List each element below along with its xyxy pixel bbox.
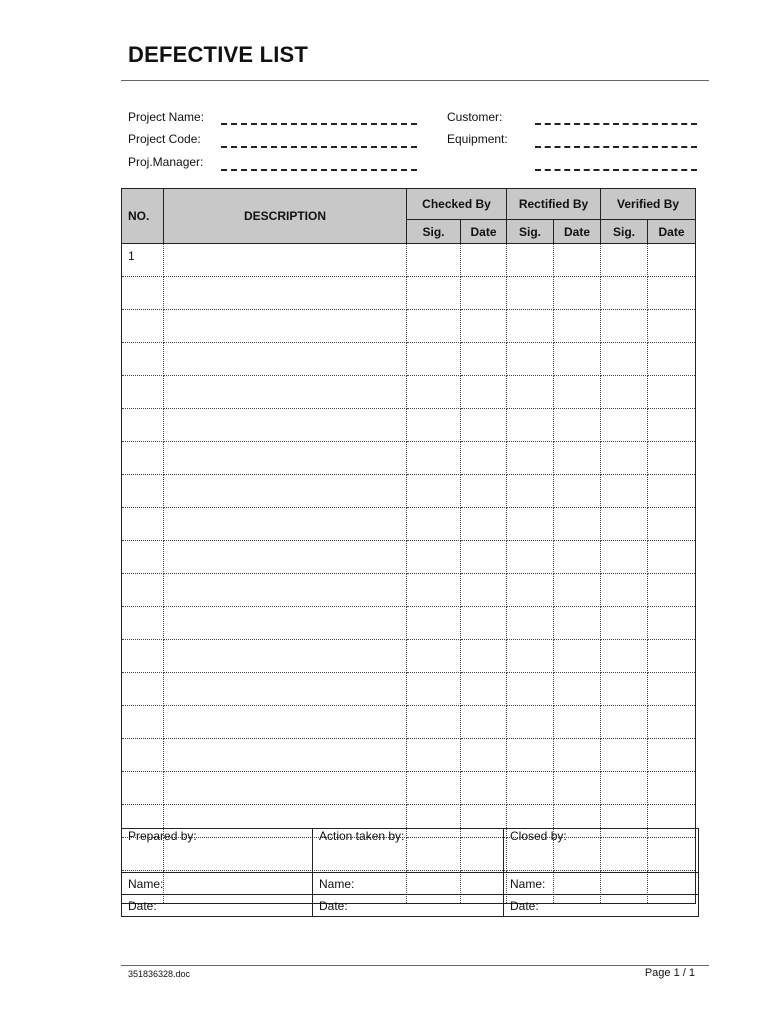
- verified-date-cell[interactable]: [648, 673, 696, 706]
- checked-date-cell[interactable]: [461, 310, 507, 343]
- project-code-label: Project Code:: [128, 132, 201, 146]
- verified-date-cell[interactable]: [648, 607, 696, 640]
- rectified-sig-cell[interactable]: [507, 277, 554, 310]
- verified-by-header: Verified By: [601, 189, 696, 220]
- no-cell[interactable]: [122, 739, 164, 772]
- closed-name-cell[interactable]: [504, 873, 699, 895]
- checked-date-cell[interactable]: [461, 376, 507, 409]
- checked-sig-header: Sig.: [407, 220, 461, 244]
- checked-date-cell[interactable]: [461, 442, 507, 475]
- verified-date-cell[interactable]: [648, 277, 696, 310]
- verified-date-cell[interactable]: [648, 541, 696, 574]
- rectified-date-cell[interactable]: [554, 508, 601, 541]
- description-cell[interactable]: [164, 739, 407, 772]
- action-name-cell[interactable]: [313, 873, 504, 895]
- checked-sig-cell[interactable]: [407, 244, 461, 277]
- name-label: Name:: [128, 876, 164, 891]
- no-cell[interactable]: [122, 541, 164, 574]
- description-cell[interactable]: [164, 475, 407, 508]
- footer-divider: [121, 965, 709, 966]
- checked-sig-cell[interactable]: [407, 409, 461, 442]
- rectified-sig-cell[interactable]: [507, 475, 554, 508]
- rectified-date-cell[interactable]: [554, 409, 601, 442]
- extra-info-field[interactable]: [535, 169, 697, 171]
- rectified-sig-cell[interactable]: [507, 706, 554, 739]
- verified-date-cell[interactable]: [648, 508, 696, 541]
- verified-sig-cell[interactable]: [601, 541, 648, 574]
- verified-sig-cell[interactable]: [601, 739, 648, 772]
- rectified-date-cell[interactable]: [554, 376, 601, 409]
- checked-date-cell[interactable]: [461, 343, 507, 376]
- project-name-label: Project Name:: [128, 110, 205, 124]
- verified-sig-cell[interactable]: [601, 673, 648, 706]
- description-cell[interactable]: [164, 442, 407, 475]
- checked-date-cell[interactable]: [461, 739, 507, 772]
- equipment-field[interactable]: [535, 146, 697, 148]
- description-cell[interactable]: [164, 508, 407, 541]
- verified-sig-cell[interactable]: [601, 508, 648, 541]
- description-cell[interactable]: [164, 772, 407, 805]
- date-label: Date:: [319, 898, 348, 913]
- rectified-sig-cell[interactable]: [507, 442, 554, 475]
- checked-date-cell[interactable]: [461, 706, 507, 739]
- verified-sig-cell[interactable]: [601, 409, 648, 442]
- checked-date-cell[interactable]: [461, 475, 507, 508]
- name-label: Name:: [510, 876, 546, 891]
- table-row: [122, 277, 696, 310]
- rectified-date-cell[interactable]: [554, 541, 601, 574]
- rectified-date-cell[interactable]: [554, 673, 601, 706]
- checked-sig-cell[interactable]: [407, 706, 461, 739]
- checked-sig-cell[interactable]: [407, 673, 461, 706]
- table-row: [122, 310, 696, 343]
- no-cell[interactable]: [122, 574, 164, 607]
- verified-sig-cell[interactable]: [601, 244, 648, 277]
- no-cell[interactable]: [122, 772, 164, 805]
- verified-date-cell[interactable]: [648, 310, 696, 343]
- rectified-sig-header: Sig.: [507, 220, 554, 244]
- verified-date-cell[interactable]: [648, 772, 696, 805]
- no-cell[interactable]: [122, 277, 164, 310]
- verified-sig-cell[interactable]: [601, 607, 648, 640]
- verified-date-cell[interactable]: [648, 343, 696, 376]
- description-cell[interactable]: [164, 376, 407, 409]
- verified-sig-cell[interactable]: [601, 376, 648, 409]
- rectified-date-cell[interactable]: [554, 640, 601, 673]
- rectified-sig-cell[interactable]: [507, 409, 554, 442]
- no-cell[interactable]: [122, 475, 164, 508]
- no-cell[interactable]: [122, 673, 164, 706]
- verified-date-cell[interactable]: [648, 640, 696, 673]
- verified-sig-cell[interactable]: [601, 475, 648, 508]
- table-row: [122, 772, 696, 805]
- project-code-field[interactable]: [221, 146, 417, 148]
- checked-by-header: Checked By: [407, 189, 507, 220]
- rectified-sig-cell[interactable]: [507, 244, 554, 277]
- name-label: Name:: [319, 876, 355, 891]
- checked-date-header: Date: [461, 220, 507, 244]
- closed-by-label: Closed by:: [510, 829, 567, 843]
- checked-date-cell[interactable]: [461, 508, 507, 541]
- no-cell[interactable]: [122, 409, 164, 442]
- description-cell[interactable]: [164, 343, 407, 376]
- rectified-date-cell[interactable]: [554, 607, 601, 640]
- project-name-field[interactable]: [221, 123, 417, 125]
- rectified-by-header: Rectified By: [507, 189, 601, 220]
- rectified-date-cell[interactable]: [554, 442, 601, 475]
- table-row: [122, 574, 696, 607]
- table-row: [122, 409, 696, 442]
- closed-by-cell[interactable]: [504, 829, 699, 873]
- checked-date-cell[interactable]: [461, 772, 507, 805]
- no-cell[interactable]: [122, 310, 164, 343]
- rectified-sig-cell[interactable]: [507, 640, 554, 673]
- no-cell[interactable]: [122, 706, 164, 739]
- rectified-date-cell[interactable]: [554, 739, 601, 772]
- checked-sig-cell[interactable]: [407, 475, 461, 508]
- rectified-sig-cell[interactable]: [507, 772, 554, 805]
- checked-sig-cell[interactable]: [407, 607, 461, 640]
- no-cell[interactable]: [122, 607, 164, 640]
- rectified-sig-cell[interactable]: [507, 739, 554, 772]
- prepared-date-cell[interactable]: [122, 895, 313, 917]
- closed-date-cell[interactable]: [504, 895, 699, 917]
- table-row: [122, 541, 696, 574]
- rectified-date-cell[interactable]: [554, 574, 601, 607]
- no-cell[interactable]: [122, 508, 164, 541]
- checked-sig-cell[interactable]: [407, 508, 461, 541]
- rectified-sig-cell[interactable]: [507, 673, 554, 706]
- proj-manager-field[interactable]: [221, 169, 417, 171]
- date-label: Date:: [128, 898, 157, 913]
- rectified-sig-cell[interactable]: [507, 508, 554, 541]
- prepared-by-label: Prepared by:: [128, 829, 197, 843]
- checked-date-cell[interactable]: [461, 607, 507, 640]
- rectified-date-cell[interactable]: [554, 772, 601, 805]
- rectified-sig-cell[interactable]: [507, 376, 554, 409]
- verified-date-cell[interactable]: [648, 442, 696, 475]
- verified-sig-cell[interactable]: [601, 640, 648, 673]
- customer-label: Customer:: [447, 110, 503, 124]
- title-divider: [121, 80, 709, 81]
- table-row: [122, 475, 696, 508]
- date-label: Date:: [510, 898, 539, 913]
- description-cell[interactable]: [164, 277, 407, 310]
- defect-table: [121, 188, 696, 904]
- verified-sig-cell[interactable]: [601, 442, 648, 475]
- table-row: [122, 376, 696, 409]
- rectified-date-cell[interactable]: [554, 475, 601, 508]
- description-cell[interactable]: [164, 706, 407, 739]
- action-taken-by-label: Action taken by:: [319, 829, 405, 843]
- checked-sig-cell[interactable]: [407, 442, 461, 475]
- verified-date-header: Date: [648, 220, 696, 244]
- description-cell[interactable]: [164, 244, 407, 277]
- rectified-date-cell[interactable]: [554, 277, 601, 310]
- table-row: [122, 244, 696, 277]
- verified-date-cell[interactable]: [648, 706, 696, 739]
- rectified-sig-cell[interactable]: [507, 310, 554, 343]
- checked-date-cell[interactable]: [461, 409, 507, 442]
- action-taken-by-cell[interactable]: [313, 829, 504, 873]
- doc-id: 351836328.doc: [128, 969, 191, 979]
- checked-date-cell[interactable]: [461, 244, 507, 277]
- verified-date-cell[interactable]: [648, 739, 696, 772]
- description-cell[interactable]: [164, 574, 407, 607]
- prepared-name-cell[interactable]: [122, 873, 313, 895]
- description-cell[interactable]: [164, 409, 407, 442]
- checked-date-cell[interactable]: [461, 673, 507, 706]
- table-row: [122, 706, 696, 739]
- checked-sig-cell[interactable]: [407, 310, 461, 343]
- checked-sig-cell[interactable]: [407, 343, 461, 376]
- rectified-date-cell[interactable]: [554, 244, 601, 277]
- verified-sig-cell[interactable]: [601, 574, 648, 607]
- verified-sig-header: Sig.: [601, 220, 648, 244]
- table-row: [122, 607, 696, 640]
- no-cell[interactable]: [122, 343, 164, 376]
- description-cell[interactable]: [164, 673, 407, 706]
- checked-sig-cell[interactable]: [407, 541, 461, 574]
- rectified-date-cell[interactable]: [554, 310, 601, 343]
- no-cell[interactable]: [122, 376, 164, 409]
- verified-sig-cell[interactable]: [601, 343, 648, 376]
- rectified-date-cell[interactable]: [554, 706, 601, 739]
- table-row: [122, 640, 696, 673]
- description-cell[interactable]: [164, 607, 407, 640]
- checked-date-cell[interactable]: [461, 277, 507, 310]
- verified-sig-cell[interactable]: [601, 706, 648, 739]
- verified-date-cell[interactable]: [648, 244, 696, 277]
- proj-manager-label: Proj.Manager:: [128, 155, 204, 169]
- checked-sig-cell[interactable]: [407, 574, 461, 607]
- checked-date-cell[interactable]: [461, 574, 507, 607]
- table-row: [122, 739, 696, 772]
- no-cell[interactable]: 1: [122, 244, 164, 277]
- verified-sig-cell[interactable]: [601, 310, 648, 343]
- rectified-date-header: Date: [554, 220, 601, 244]
- verified-sig-cell[interactable]: [601, 277, 648, 310]
- page-title: DEFECTIVE LIST: [128, 42, 309, 67]
- verified-date-cell[interactable]: [648, 376, 696, 409]
- checked-sig-cell[interactable]: [407, 640, 461, 673]
- description-cell[interactable]: [164, 640, 407, 673]
- no-cell[interactable]: [122, 442, 164, 475]
- rectified-sig-cell[interactable]: [507, 541, 554, 574]
- verified-date-cell[interactable]: [648, 574, 696, 607]
- action-date-cell[interactable]: [313, 895, 504, 917]
- verified-sig-cell[interactable]: [601, 772, 648, 805]
- equipment-label: Equipment:: [447, 132, 508, 146]
- description-cell[interactable]: [164, 541, 407, 574]
- checked-sig-cell[interactable]: [407, 376, 461, 409]
- rectified-sig-cell[interactable]: [507, 343, 554, 376]
- table-row: [122, 508, 696, 541]
- no-cell[interactable]: [122, 640, 164, 673]
- checked-sig-cell[interactable]: [407, 772, 461, 805]
- prepared-by-cell[interactable]: [122, 829, 313, 873]
- table-row: [122, 343, 696, 376]
- rectified-sig-cell[interactable]: [507, 607, 554, 640]
- page-number: Page 1 / 1: [644, 967, 695, 979]
- checked-date-cell[interactable]: [461, 640, 507, 673]
- verified-date-cell[interactable]: [648, 409, 696, 442]
- description-header: DESCRIPTION: [164, 189, 407, 244]
- customer-field[interactable]: [535, 123, 697, 125]
- signoff-table: [121, 828, 699, 917]
- checked-sig-cell[interactable]: [407, 739, 461, 772]
- checked-sig-cell[interactable]: [407, 277, 461, 310]
- no-header: NO.: [122, 189, 164, 244]
- table-row: [122, 673, 696, 706]
- verified-date-cell[interactable]: [648, 475, 696, 508]
- checked-date-cell[interactable]: [461, 541, 507, 574]
- table-row: [122, 442, 696, 475]
- description-cell[interactable]: [164, 310, 407, 343]
- rectified-date-cell[interactable]: [554, 343, 601, 376]
- rectified-sig-cell[interactable]: [507, 574, 554, 607]
